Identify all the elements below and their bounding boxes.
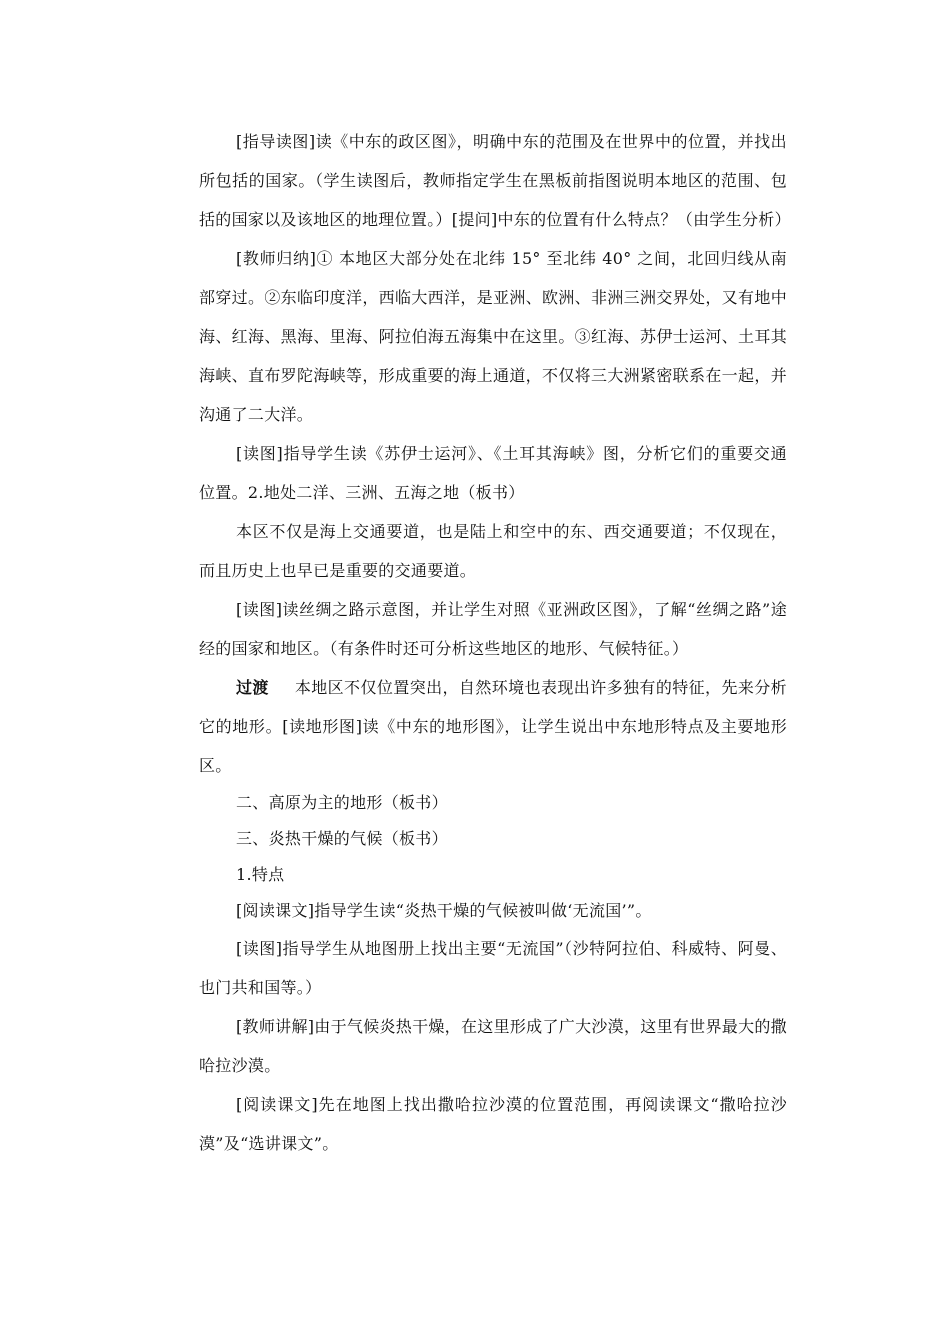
heading-plateau-terrain: 二、高原为主的地形（板书） xyxy=(236,793,448,812)
paragraph-transition xyxy=(199,668,787,785)
paragraph-teacher-explanation: [教师讲解]由于气候炎热干燥，在这里形成了广大沙漠，这里有世界最大的撒哈拉沙漠。 xyxy=(199,1017,787,1075)
paragraph-transport-route: 本区不仅是海上交通要道，也是陆上和空中的东、西交通要道；不仅现在，而且历史上也早已是重要的交通要道。 xyxy=(199,522,787,580)
document-body xyxy=(199,122,791,1163)
paragraph-guided-map-reading: [指导读图]读《中东的政区图》，明确中东的范围及在世界中的位置，并找出所包括的国家。（学生读图后，教师指定学生在黑板前指图说明本地区的范围、包括的国家以及该地区的地理位置。）[提问]中东的位置有什么特点？（由学生分析） xyxy=(199,132,791,229)
transition-text: 本地区不仅位置突出，自然环境也表现出许多独有的特征，先来分析它的地形。[读地形图]读《中东的地形图》，让学生说出中东地形特点及主要地形区。 xyxy=(199,678,787,775)
paragraph-silk-road-reading: [读图]读丝绸之路示意图，并让学生对照《亚洲政区图》，了解“丝绸之路”途经的国家和地区。（有条件时还可分析这些地区的地形、气候特征。） xyxy=(199,600,787,658)
transition-label: 过渡 xyxy=(236,678,269,697)
heading-hot-dry-climate: 三、炎热干燥的气候（板书） xyxy=(236,829,448,848)
paragraph-teacher-summary: [教师归纳]① 本地区大部分处在北纬 15° 至北纬 40° 之间，北回归线从南部穿过。②东临印度洋，西临大西洋，是亚洲、欧洲、非洲三洲交界处，又有地中海、红海、黑海、里海、阿拉伯海五海集中在这里。③红海、苏伊士运河、土耳其海峡、直布罗陀海峡等，形成重要的海上通道，不仅将三大洲紧密联系在一起，并沟通了二大洋。 xyxy=(199,249,787,424)
paragraph-canal-strait-reading: [读图]指导学生读《苏伊士运河》、《土耳其海峡》图，分析它们的重要交通位置。2.地处二洋、三洲、五海之地（板书） xyxy=(199,444,787,502)
paragraph-no-river-countries: [读图]指导学生从地图册上找出主要“无流国”（沙特阿拉伯、科威特、阿曼、也门共和国等。） xyxy=(199,939,787,997)
paragraph-sahara-reading: [阅读课文]先在地图上找出撒哈拉沙漠的位置范围，再阅读课文“撒哈拉沙漠”及“选讲课文”。 xyxy=(199,1095,787,1153)
paragraph-reading-text: [阅读课文]指导学生读“炎热干燥的气候被叫做‘无流国’”。 xyxy=(236,901,652,920)
heading-features: 1.特点 xyxy=(236,865,285,884)
